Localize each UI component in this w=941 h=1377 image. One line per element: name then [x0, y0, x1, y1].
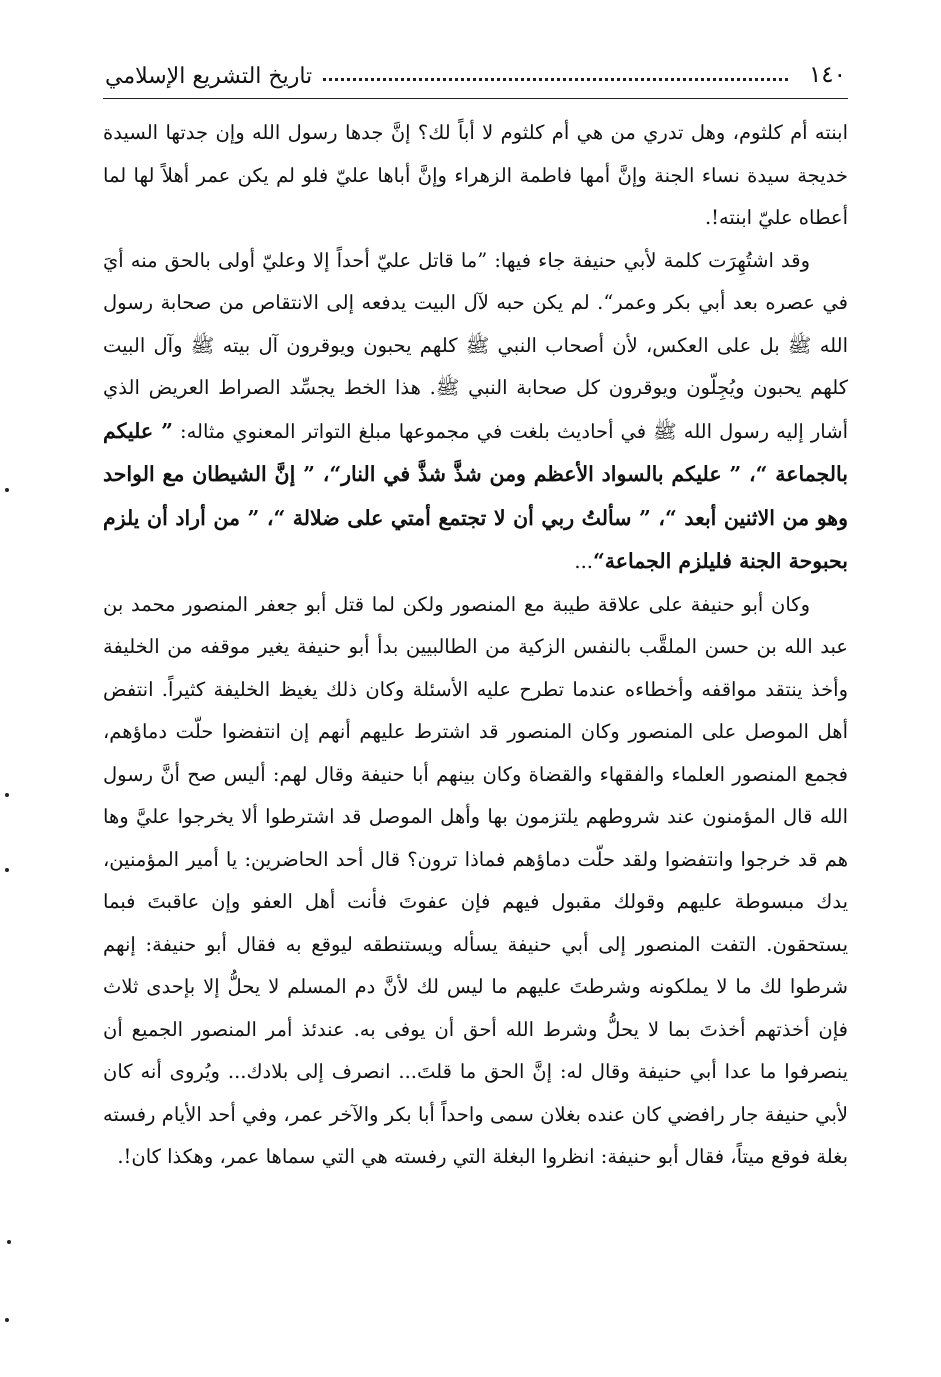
page-body	[103, 112, 848, 1179]
margin-mark	[5, 1318, 9, 1322]
margin-mark	[5, 488, 9, 492]
header-dashed-rule	[323, 78, 788, 81]
margin-mark	[5, 793, 9, 797]
margin-mark	[7, 1240, 11, 1244]
page-header	[103, 58, 848, 99]
ellipsis: ...	[574, 550, 593, 573]
running-title: تاريخ التشريع الإسلامي	[105, 64, 313, 89]
hadith-quotes: ” عليكم بالجماعة “، ” عليكم بالسواد الأعظم ومن شذَّ شذَّ في النار“، ” إنَّ الشيطان مع الواحد وهو من الاثنين أبعد “، ” سألتُ ربي أن لا تجتمع أمتي على ضلالة “، ” من أراد أن يلزم بحبوحة الجنة فليلزم الجماعة“	[103, 418, 848, 573]
paragraph-3: وكان أبو حنيفة على علاقة طيبة مع المنصور ولكن لما قتل أبو جعفر المنصور محمد بن عبد الله بن حسن الملقَّب بالنفس الزكية من الطالبيين بدأ أبو حنيفة يغير موقفه من الخليفة وأخذ ينتقد مواقفه وأخطاءه عندما تطرح عليه الأسئلة وكان ذلك يغيظ الخليفة كثيراً. انتفض أهل الموصل على المنصور وكان المنصور قد اشترط عليهم أنهم إن انتفضوا حلّت دماؤهم، فجمع المنصور العلماء والفقهاء والقضاة وكان بينهم أبا حنيفة وقال لهم: أليس صح أنَّ رسول الله قال المؤمنون عند شروطهم يلتزمون بها وأهل الموصل قد اشترطوا ألا يخرجوا عليَّ وها هم قد خرجوا وانتفضوا ولقد حلّت دماؤهم فماذا ترون؟ قال أحد الحاضرين: يا أمير المؤمنين، يدك مبسوطة عليهم وقولك مقبول فيهم فإن عفوتَ فأنت أهل العفو وإن عاقبتَ فبما يستحقون. التفت المنصور إلى أبي حنيفة يسأله ويستنطقه ليوقع به فقال أبو حنيفة: إنهم شرطوا لك ما لا يملكونه وشرطتَ عليهم ما ليس لك لأنَّ دم المسلم لا يحلُّ إلا بإحدى ثلاث فإن أخذتهم أخذتَ بما لا يحلُّ وشرط الله أحق أن يوفى به. عندئذ أمر المنصور الجميع أن ينصرفوا ما عدا أبي حنيفة وقال له: إنَّ الحق ما قلتَ... انصرف إلى بلادك... ويُروى أنه كان لأبي حنيفة جار رافضي كان عنده بغلان سمى واحداً أبا بكر والآخر عمر، وفي أحد الأيام رفسته بغلة فوقع ميتاً، فقال أبو حنيفة: انظروا البغلة التي رفسته هي التي سماها عمر، وهكذا كان!.	[103, 592, 848, 1168]
paragraph-2-text: وقد اشتُهِرَت كلمة لأبي حنيفة جاء فيها: ”ما قاتل عليّ أحداً إلا وعليّ أولى بالحق منه أيَ في عصره بعد أبي بكر وعمر“. لم يكن حبه لآل البيت يدفعه إلى الانتقاص من صحابة رسول الله ﷺ بل على العكس، لأن أصحاب النبي ﷺ كلهم يحبون ويوقرون آل بيته ﷺ وآل البيت كلهم يحبون ويُجِلّون ويوقرون كل صحابة النبي ﷺ. هذا الخط يجسِّد الصراط العريض الذي أشار إليه رسول الله ﷺ في أحاديث بلغت في مجموعها مبلغ التواتر المعنوي مثاله:	[103, 248, 848, 443]
paragraph-1: ابنته أم كلثوم، وهل تدري من هي أم كلثوم لا أباً لك؟ إنَّ جدها رسول الله وإن جدتها السيدة خديجة سيدة نساء الجنة وإنَّ أمها فاطمة الزهراء وإنَّ أباها عليّ فلو لم يكن عمر أهلاً لها لما أعطاه عليّ ابنته!.	[103, 121, 848, 229]
paragraph-2	[103, 240, 848, 584]
margin-mark	[5, 868, 9, 872]
page-number: ١٤٠	[808, 62, 846, 88]
